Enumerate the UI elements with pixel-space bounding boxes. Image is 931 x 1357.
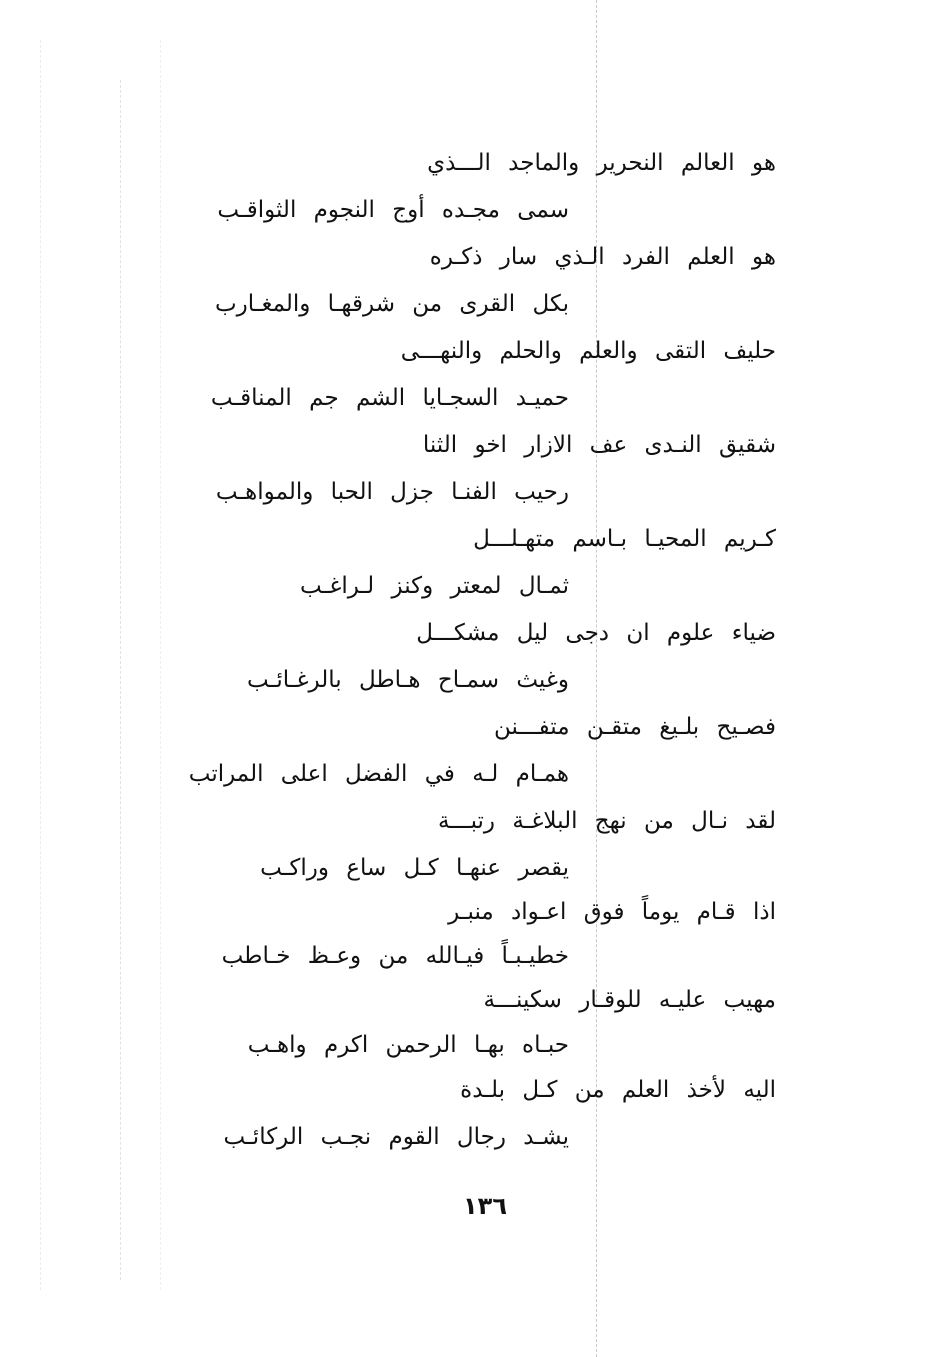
poem-line: ضياء علوم ان دجى ليل مشكـــل	[416, 620, 776, 646]
poem-line: فصـيح بلـيغ متقـن متفـــنن	[493, 714, 776, 740]
poem-line: بكل القرى من شرقهـا والمغـارب	[214, 291, 569, 317]
poem-line: حليف التقى والعلم والحلم والنهـــى	[400, 338, 776, 364]
poem-line: حميـد السجـايا الشم جم المناقـب	[210, 385, 569, 411]
poem-line: هو العالم النحرير والماجد الـــذي	[427, 150, 776, 176]
poem-line: رحيب الفنـا جزل الحبا والمواهـب	[215, 479, 569, 505]
page-number: ١٣٦	[463, 1192, 507, 1220]
poem-line: ثمـال لمعتر وكنز لـراغـب	[300, 573, 569, 599]
poem-line: حبـاه بهـا الرحمن اكرم واهـب	[247, 1032, 569, 1058]
poem-line: شقيق النـدى عف الازار اخو الثنا	[422, 432, 776, 458]
poem-line: وغيث سمـاح هـاطل بالرغـائـب	[247, 667, 569, 693]
poem-line: لقد نـال من نهج البلاغـة رتبـــة	[438, 808, 776, 834]
poem-line: اذا قـام يوماً فوق اعـواد منبـر	[448, 899, 776, 925]
poem-line: همـام لـه في الفضل اعلى المراتب	[188, 761, 569, 787]
poem-line: يقصر عنهـا كـل ساع وراكـب	[260, 855, 569, 881]
poem-line: كـريم المحيـا بـاسم متهـلـــل	[473, 526, 776, 552]
poem-line: اليه لأخذ العلم من كـل بلـدة	[460, 1077, 776, 1103]
poem-line: يشـد رجال القوم نجـب الركائـب	[223, 1124, 569, 1150]
poem-line: خطيـبـاً فيـالله من وعـظ خـاطب	[221, 943, 569, 969]
poem-line: مهيب عليـه للوقـار سكينـــة	[483, 987, 776, 1013]
poem-line: سمى مجـده أوج النجوم الثواقـب	[217, 197, 569, 223]
poem-line: هو العلم الفرد الـذي سار ذكـره	[429, 244, 776, 270]
